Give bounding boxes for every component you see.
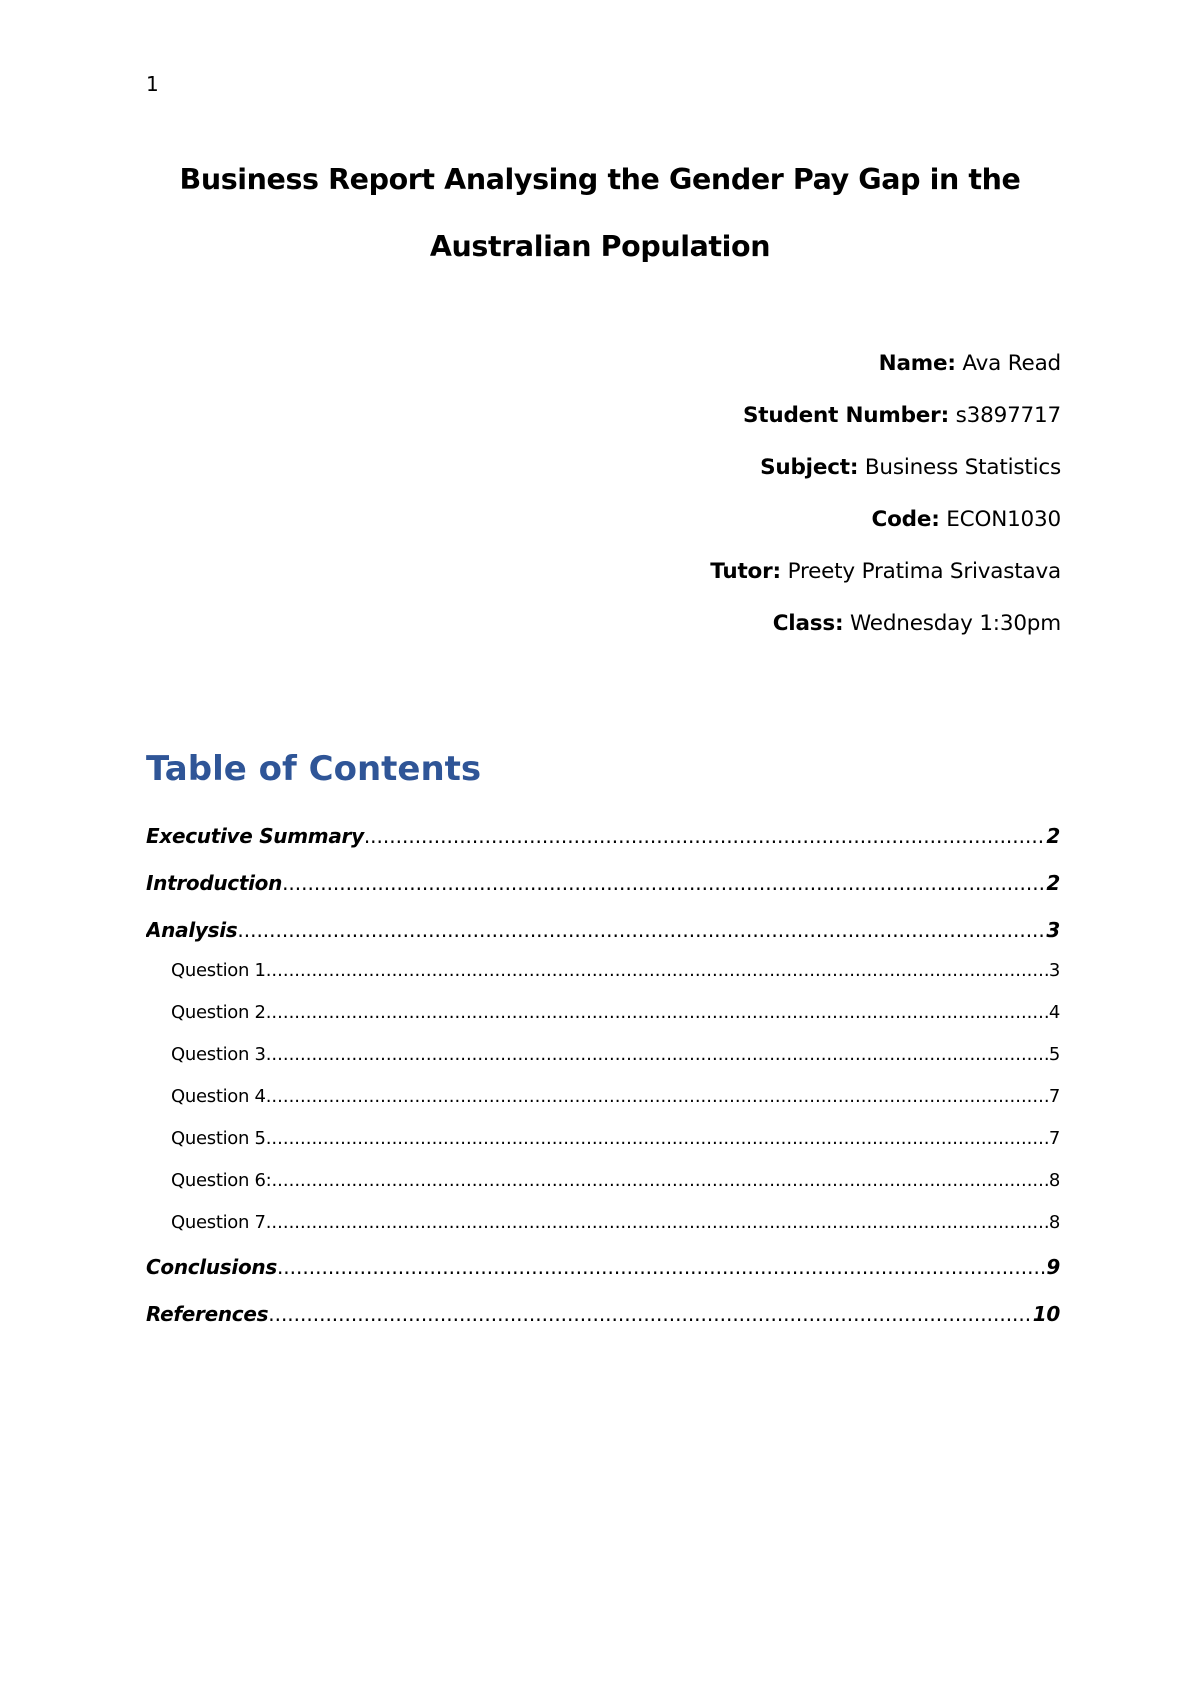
toc-entry-label: Question 5 — [171, 1128, 266, 1149]
detail-code — [710, 500, 1061, 552]
toc-dot-leader — [268, 1296, 1033, 1332]
detail-label: Class: — [772, 611, 844, 636]
toc-entry-label: References — [146, 1302, 269, 1326]
detail-value: ECON1030 — [939, 507, 1061, 532]
toc-dot-leader — [266, 1123, 1049, 1155]
detail-class — [710, 604, 1061, 656]
toc-dot-leader — [271, 1165, 1048, 1197]
toc-entry-question-4[interactable] — [146, 1081, 1060, 1123]
toc-entry-label: Conclusions — [146, 1255, 277, 1279]
toc-entry-question-2[interactable] — [146, 997, 1060, 1039]
toc-page-number: 7 — [1048, 1086, 1060, 1107]
toc-entry-label: Executive Summary — [146, 824, 364, 848]
toc-page-number: 9 — [1046, 1255, 1060, 1279]
page-number: 1 — [146, 72, 159, 96]
toc-page-number: 2 — [1046, 871, 1060, 895]
detail-label: Subject: — [760, 455, 859, 480]
toc-dot-leader — [364, 818, 1047, 854]
toc-page-number: 2 — [1046, 824, 1060, 848]
detail-subject — [710, 448, 1061, 500]
toc-dot-leader — [266, 1081, 1049, 1113]
report-title-line-1: Business Report Analysing the Gender Pay Gap in the — [179, 163, 1021, 196]
detail-value: Business Statistics — [858, 455, 1061, 480]
toc-dot-leader — [266, 1207, 1049, 1239]
toc-page-number: 8 — [1048, 1212, 1060, 1233]
toc-dot-leader — [266, 997, 1049, 1029]
toc-entry-executive-summary[interactable] — [146, 818, 1060, 865]
toc-entry-references[interactable] — [146, 1296, 1060, 1343]
toc-page-number: 3 — [1046, 918, 1060, 942]
student-details — [710, 344, 1061, 656]
toc-heading: Table of Contents — [146, 749, 482, 789]
toc-entry-question-5[interactable] — [146, 1123, 1060, 1165]
toc-entry-label: Question 2 — [171, 1002, 266, 1023]
toc-entry-question-6[interactable] — [146, 1165, 1060, 1207]
toc-page-number: 3 — [1048, 960, 1060, 981]
toc-page-number: 7 — [1048, 1128, 1060, 1149]
detail-value: Ava Read — [955, 351, 1061, 376]
toc-entry-conclusions[interactable] — [146, 1249, 1060, 1296]
detail-tutor — [710, 552, 1061, 604]
toc-page-number: 5 — [1048, 1044, 1060, 1065]
report-title-line-2: Australian Population — [429, 230, 771, 263]
toc-dot-leader — [266, 1039, 1049, 1071]
toc-dot-leader — [237, 912, 1046, 948]
toc-page-number: 10 — [1032, 1302, 1060, 1326]
report-title — [120, 146, 1080, 280]
toc-entry-label: Introduction — [146, 871, 283, 895]
detail-value: Wednesday 1:30pm — [843, 611, 1061, 636]
detail-label: Tutor: — [710, 559, 781, 584]
toc-entry-introduction[interactable] — [146, 865, 1060, 912]
detail-value: Preety Pratima Srivastava — [780, 559, 1061, 584]
detail-label: Code: — [871, 507, 940, 532]
toc-entry-label: Question 4 — [171, 1086, 266, 1107]
toc-entry-question-3[interactable] — [146, 1039, 1060, 1081]
detail-label: Name: — [878, 351, 956, 376]
toc-page-number: 8 — [1048, 1170, 1060, 1191]
toc-entry-label: Question 7 — [171, 1212, 266, 1233]
toc-entry-question-7[interactable] — [146, 1207, 1060, 1249]
detail-student-number — [710, 396, 1061, 448]
toc-entry-label: Question 3 — [171, 1044, 266, 1065]
detail-value: s3897717 — [949, 403, 1061, 428]
toc-entry-label: Analysis — [146, 918, 238, 942]
toc-dot-leader — [282, 865, 1046, 901]
table-of-contents — [146, 818, 1060, 1343]
toc-entry-question-1[interactable] — [146, 955, 1060, 997]
toc-page-number: 4 — [1048, 1002, 1060, 1023]
toc-entry-analysis[interactable] — [146, 912, 1060, 959]
detail-name — [710, 344, 1061, 396]
detail-label: Student Number: — [743, 403, 949, 428]
toc-entry-label: Question 1 — [171, 960, 266, 981]
toc-dot-leader — [266, 955, 1049, 987]
toc-dot-leader — [277, 1249, 1046, 1285]
toc-entry-label: Question 6: — [171, 1170, 272, 1191]
